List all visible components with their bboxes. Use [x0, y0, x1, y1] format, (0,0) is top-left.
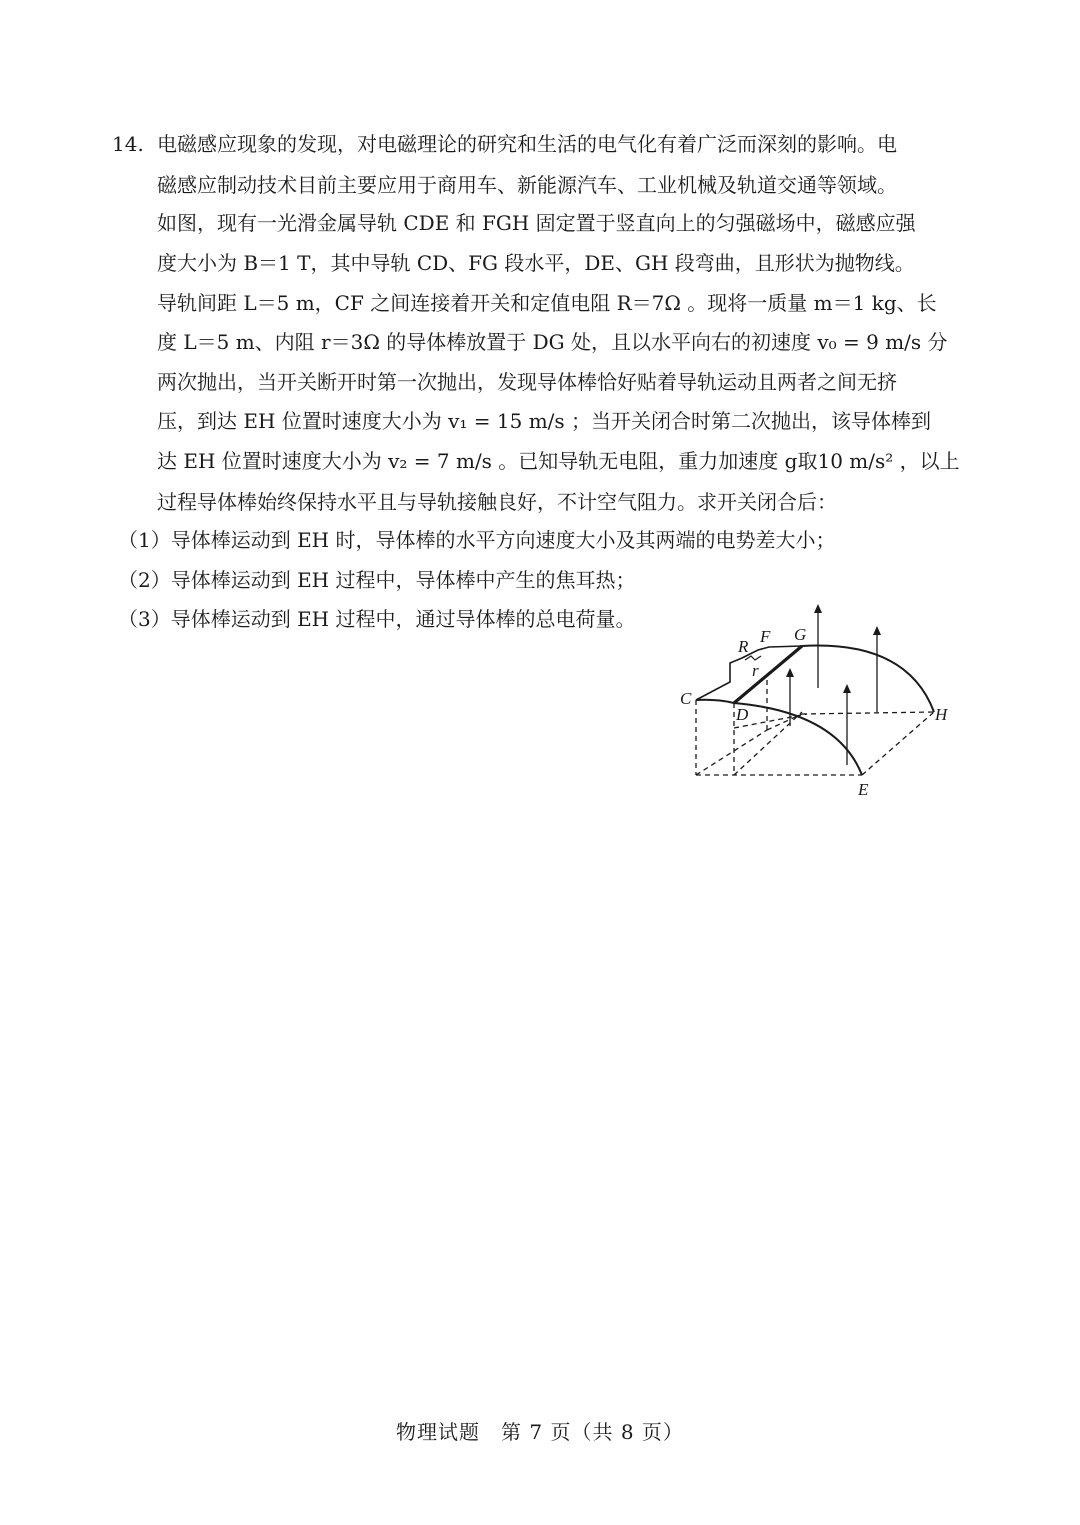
- rail-diagram: [672, 600, 962, 805]
- question-line-4: 度大小为 B＝1 T，其中导轨 CD、FG 段水平，DE、GH 段弯曲，且形状为抛物线。: [157, 251, 915, 275]
- question-line-1: 电磁感应现象的发现，对电磁理论的研究和生活的电气化有着广泛而深刻的影响。电: [157, 132, 897, 156]
- question-line-9: 达 EH 位置时速度大小为 v₂ = 7 m/s 。已知导轨无电阻，重力加速度 g取10 m/s² ，以上: [157, 449, 960, 473]
- question-line-10: 过程导体棒始终保持水平且与导轨接触良好，不计空气阻力。求开关闭合后：: [157, 490, 837, 514]
- label-g: G: [794, 625, 807, 644]
- question-line-5: 导轨间距 L＝5 m，CF 之间连接着开关和定值电阻 R＝7Ω 。现将一质量 m＝1 kg、长: [157, 291, 937, 315]
- label-internal-r: r: [752, 661, 759, 680]
- label-resistor-r: R: [738, 637, 749, 656]
- rail-cd: [696, 700, 734, 703]
- question-line-2: 磁感应制动技术目前主要应用于商用车、新能源汽车、工业机械及轨道交通等领域。: [157, 173, 897, 197]
- question-line-8: 压，到达 EH 位置时速度大小为 v₁ = 15 m/s ；当开关闭合时第二次抛出，该导体棒到: [157, 409, 932, 433]
- question-number: 14.: [112, 132, 144, 156]
- subquestion-3: （3）导体棒运动到 EH 过程中，通过导体棒的总电荷量。: [118, 607, 636, 631]
- label-e: E: [858, 780, 869, 799]
- resistor-r-symbol: [745, 656, 761, 660]
- label-d: D: [736, 705, 749, 724]
- question-line-6: 度 L＝5 m、内阻 r＝3Ω 的导体棒放置于 DG 处，且以水平向右的初速度 v₀ = 9 m/s 分: [157, 330, 948, 354]
- question-line-3: 如图，现有一光滑金属导轨 CDE 和 FGH 固定置于竖直向上的匀强磁场中，磁感应强: [157, 211, 916, 235]
- rail-gh: [802, 646, 934, 712]
- question-line-7: 两次抛出，当开关断开时第一次抛出，发现导体棒恰好贴着导轨运动且两者之间无挤: [157, 370, 897, 394]
- dashed-support-frame: [696, 680, 934, 775]
- label-h: H: [935, 705, 948, 724]
- page-footer: 物理试题 第 7 页（共 8 页）: [396, 1420, 684, 1444]
- label-c: C: [680, 689, 692, 708]
- label-f: F: [760, 627, 771, 646]
- subquestion-1: （1）导体棒运动到 EH 时，导体棒的水平方向速度大小及其两端的电势差大小；: [118, 528, 836, 552]
- subquestion-2: （2）导体棒运动到 EH 过程中，导体棒中产生的焦耳热；: [118, 568, 636, 592]
